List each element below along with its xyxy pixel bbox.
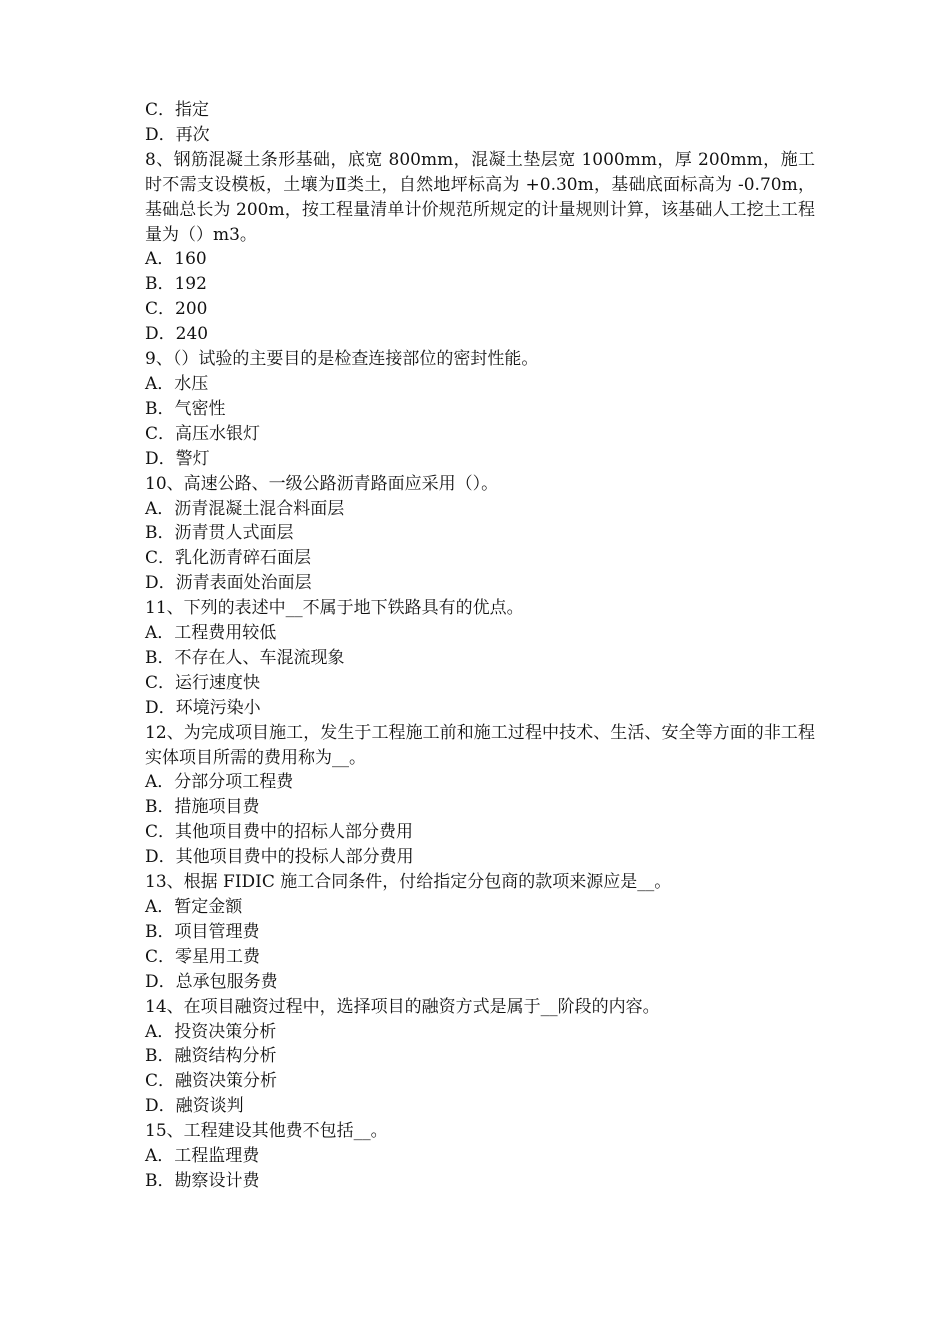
option-line: D．融资谈判 [145,1096,244,1117]
option-line: C．200 [145,299,208,320]
option-line: C．乳化沥青碎石面层 [145,548,312,569]
option-line: D．环境污染小 [145,697,261,718]
option-line: B．气密性 [145,398,226,419]
question-text: 11、下列的表述中__不属于地下铁路具有的优点。 [145,598,524,619]
option-line: A．沥青混凝土混合料面层 [145,498,345,519]
option-line: B．项目管理费 [145,921,260,942]
option-line: C．指定 [145,100,210,120]
option-line: A．分部分项工程费 [145,772,294,793]
question-text: 10、高速公路、一级公路沥青路面应采用（）。 [145,473,499,494]
question-text: 13、根据 FIDIC 施工合同条件，付给指定分包商的款项来源应是__。 [145,872,672,893]
option-line: A．暂定金额 [145,897,243,917]
question-text: 15、工程建设其他费不包括__。 [145,1121,388,1142]
option-line: D．再次 [145,124,210,145]
option-line: A．水压 [145,373,209,394]
option-line: A．工程监理费 [145,1146,260,1167]
option-line: B．192 [145,274,207,295]
option-line: C．运行速度快 [145,672,261,693]
option-line: B．融资结构分析 [145,1046,277,1067]
option-line: B．措施项目费 [145,797,260,818]
question-text: 9、（）试验的主要目的是检查连接部位的密封性能。 [145,349,539,370]
option-line: A．投资决策分析 [145,1021,277,1042]
option-line: B．沥青贯人式面层 [145,523,294,544]
question-text: 12、为完成项目施工，发生于工程施工前和施工过程中技术、生活、安全等方面的非工程实体项目所需的费用称为__。 [145,722,815,768]
option-line: D．沥青表面处治面层 [145,573,312,594]
question-text: 8、钢筋混凝土条形基础，底宽 800mm，混凝土垫层宽 1000mm，厚 200mm，施工时不需支设模板，土壤为Ⅱ类土，自然地坪标高为 +0.30m，基础底面标高为 -0.70m，基础总长为 200m，按工程量清单计价规范所规定的计量规则计算，该基础人工挖土工程量为（）m3。 [145,149,815,245]
question-list [145,98,815,1194]
option-line: D．警灯 [145,448,210,469]
option-line: D．240 [145,324,209,345]
option-line: D．其他项目费中的投标人部分费用 [145,847,414,868]
option-line: A．160 [145,249,207,270]
option-line: B．勘察设计费 [145,1170,260,1191]
option-line: A．工程费用较低 [145,623,277,644]
option-line: D．总承包服务费 [145,971,278,992]
option-line: C．其他项目费中的招标人部分费用 [145,822,414,843]
option-line: B．不存在人、车混流现象 [145,647,345,668]
option-line: C．融资决策分析 [145,1071,278,1092]
option-line: C．零星用工费 [145,946,261,967]
option-line: C．高压水银灯 [145,423,261,444]
question-text: 14、在项目融资过程中，选择项目的融资方式是属于__阶段的内容。 [145,996,660,1017]
